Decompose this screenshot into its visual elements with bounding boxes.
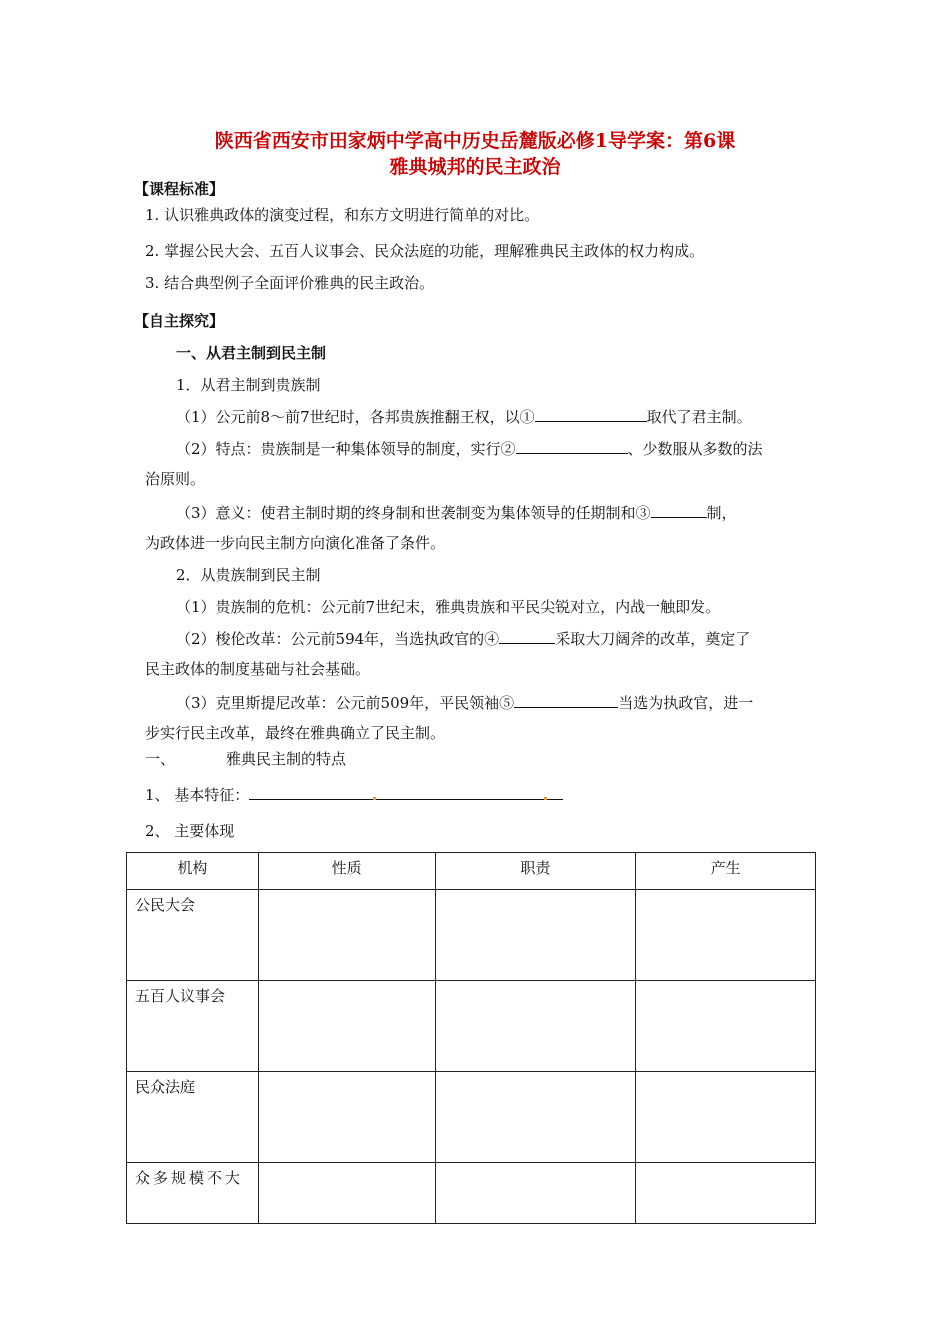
- table-row: [127, 981, 816, 1072]
- sub1-heading: 1．从君主制到贵族制: [176, 376, 321, 394]
- basic-features-label: 1、 基本特征：: [145, 786, 250, 804]
- table-cell[interactable]: [636, 981, 816, 1072]
- table-cell[interactable]: [435, 1072, 636, 1163]
- para5-cont: 民主政体的制度基础与社会基础。: [145, 660, 371, 678]
- para3-text-b: 制，: [706, 504, 737, 522]
- blank-6[interactable]: [249, 785, 373, 800]
- standard-item-3: 3. 结合典型例子全面评价雅典的民主政治。: [145, 274, 435, 292]
- standard-heading: 【课程标准】: [134, 180, 225, 198]
- main-features-label: 2、 主要体现: [145, 822, 235, 840]
- table-cell[interactable]: [435, 890, 636, 981]
- para1-text-a: （1）公元前8～前7世纪时，各邦贵族推翻王权，以①: [176, 408, 535, 426]
- para6-text-a: （3）克里斯提尼改革：公元前509年，平民领袖⑤: [176, 694, 515, 712]
- table-row: [127, 1072, 816, 1163]
- blank-7[interactable]: [376, 785, 544, 800]
- table-header-row: [127, 853, 816, 890]
- blank-4[interactable]: [499, 629, 555, 644]
- header-duty: 职责: [435, 853, 636, 890]
- header-institution: 机构: [127, 853, 259, 890]
- blank-2[interactable]: [516, 439, 628, 454]
- section2-heading: 雅典民主制的特点: [226, 750, 347, 768]
- row-label: 众多规模不大: [127, 1163, 259, 1224]
- table-cell[interactable]: [435, 981, 636, 1072]
- para2: [176, 438, 763, 459]
- doc-title-line2: 雅典城邦的民主政治: [389, 156, 561, 178]
- section2-number: 一、: [145, 750, 176, 768]
- section1-heading: 一、从君主制到民主制: [176, 344, 327, 362]
- institutions-table: [126, 852, 816, 1224]
- sub2-heading: 2．从贵族制到民主制: [176, 566, 321, 584]
- table-cell[interactable]: [435, 1163, 636, 1224]
- para3: [176, 502, 737, 523]
- para5-text-b: 采取大刀阔斧的改革，奠定了: [555, 630, 751, 648]
- row-label: 五百人议事会: [127, 981, 259, 1072]
- blank-3[interactable]: [651, 503, 707, 518]
- para5: [176, 628, 750, 649]
- para6-cont: 步实行民主改革，最终在雅典确立了民主制。: [145, 724, 446, 742]
- header-origin: 产生: [636, 853, 816, 890]
- para3-cont: 为政体进一步向民主制方向演化准备了条件。: [145, 534, 446, 552]
- table-row: [127, 1163, 816, 1224]
- standard-item-2: 2. 掌握公民大会、五百人议事会、民众法庭的功能，理解雅典民主政体的权力构成。: [145, 242, 705, 260]
- explore-heading: 【自主探究】: [134, 312, 225, 330]
- para3-text-a: （3）意义：使君主制时期的终身制和世袭制变为集体领导的任期制和③: [176, 504, 651, 522]
- header-nature: 性质: [258, 853, 435, 890]
- blank-1[interactable]: [535, 407, 647, 422]
- doc-title-line1: 陕西省西安市田家炳中学高中历史岳麓版必修1导学案：第6课: [214, 130, 736, 152]
- para2-cont: 治原则。: [145, 470, 206, 488]
- standard-item-1: 1. 认识雅典政体的演变过程，和东方文明进行简单的对比。: [145, 206, 540, 224]
- table-row: [127, 890, 816, 981]
- para4: （1）贵族制的危机：公元前7世纪末，雅典贵族和平民尖锐对立，内战一触即发。: [176, 598, 721, 616]
- para5-text-a: （2）梭伦改革：公元前594年，当选执政官的④: [176, 630, 500, 648]
- blank-5[interactable]: [514, 693, 618, 708]
- para6: [176, 692, 753, 713]
- table-cell[interactable]: [258, 981, 435, 1072]
- basic-features: [145, 784, 563, 805]
- para2-text-a: （2）特点：贵族制是一种集体领导的制度，实行②: [176, 440, 516, 458]
- blank-8[interactable]: [547, 785, 563, 800]
- row-label: 民众法庭: [127, 1072, 259, 1163]
- table-cell[interactable]: [258, 890, 435, 981]
- table-cell[interactable]: [636, 1163, 816, 1224]
- para1: [176, 406, 752, 427]
- table-cell[interactable]: [636, 890, 816, 981]
- para6-text-b: 当选为执政官，进一: [618, 694, 754, 712]
- row-label: 公民大会: [127, 890, 259, 981]
- para1-text-b: 取代了君主制。: [646, 408, 752, 426]
- table-cell[interactable]: [258, 1072, 435, 1163]
- para2-text-b: 、少数服从多数的法: [627, 440, 763, 458]
- table-cell[interactable]: [258, 1163, 435, 1224]
- table-cell[interactable]: [636, 1072, 816, 1163]
